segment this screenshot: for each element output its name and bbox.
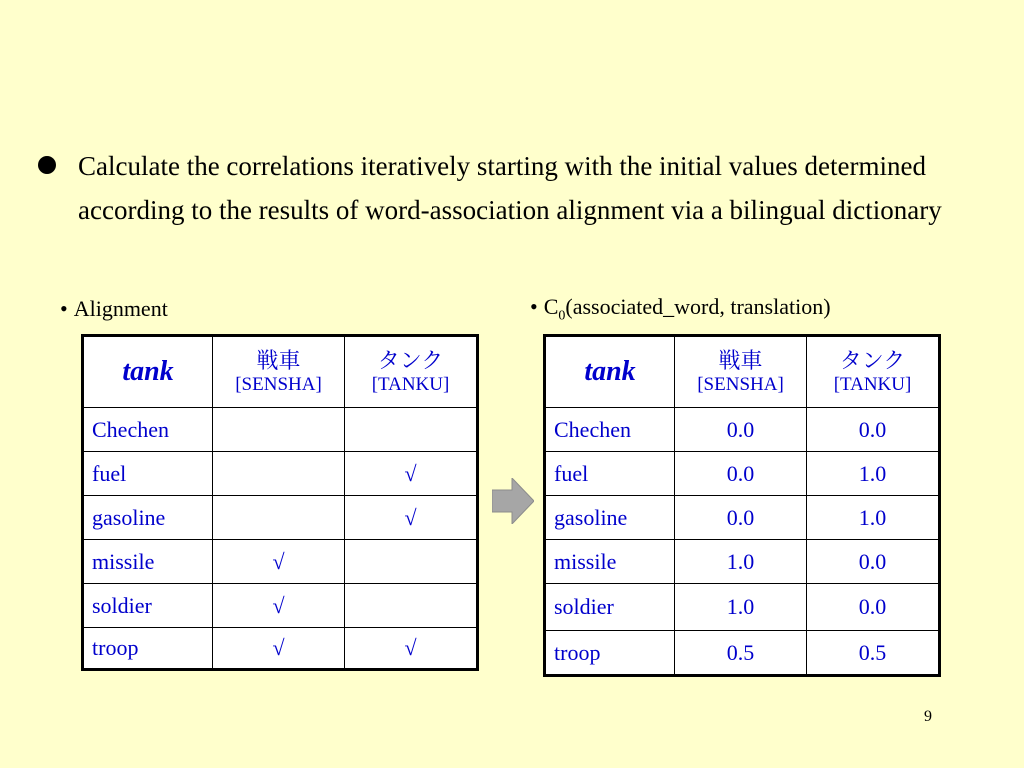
table-cell: 0.0 [807,540,940,584]
column-header [807,336,940,408]
table-cell: 0.5 [675,631,807,676]
table-cell: √ [345,452,478,496]
c0-subscript: 0 [558,308,566,324]
table-cell [213,496,345,540]
table-cell: 1.0 [807,452,940,496]
column-header [345,336,478,408]
table-cell: 0.0 [675,496,807,540]
alignment-table [81,334,479,671]
sub-bullet-icon: • [530,294,538,319]
table-row [83,452,478,496]
table-cell: √ [345,496,478,540]
row-label: missile [83,540,213,584]
table-cell [345,408,478,452]
table-cell: 0.0 [675,452,807,496]
c0-heading [530,294,831,329]
column-header [213,336,345,408]
row-label: Chechen [83,408,213,452]
right-arrow-icon [492,478,534,524]
column-header-japanese: 戦車 [718,348,763,373]
c0-heading-text: (associated_word, translation) [565,294,831,319]
table-row [83,496,478,540]
correlation-table [543,334,941,677]
column-header-japanese: 戦車 [256,348,301,373]
row-label: fuel [545,452,675,496]
table-cell: √ [213,628,345,670]
alignment-heading-text: Alignment [73,296,168,321]
row-label: soldier [83,584,213,628]
table-corner-header: tank [545,336,675,408]
sub-bullet-icon: • [60,296,68,321]
column-header-japanese: タンク [839,348,906,373]
table-cell: 0.0 [675,408,807,452]
table-cell: 0.5 [807,631,940,676]
page-number: 9 [924,708,932,725]
table-cell [345,540,478,584]
table-cell: 1.0 [807,496,940,540]
table-cell: √ [345,628,478,670]
bullet-dot-icon [38,156,56,174]
table-row [545,584,940,631]
row-label: gasoline [545,496,675,540]
table-row [545,452,940,496]
table-cell [345,584,478,628]
column-header [675,336,807,408]
table-row [83,628,478,670]
table-cell: √ [213,584,345,628]
table-row [545,496,940,540]
column-header-romaji: [SENSHA] [697,374,784,395]
table-row [545,631,940,676]
row-label: soldier [545,584,675,631]
row-label: Chechen [545,408,675,452]
table-cell [213,408,345,452]
table-row [545,540,940,584]
row-label: gasoline [83,496,213,540]
table-cell: 1.0 [675,584,807,631]
table-cell: √ [213,540,345,584]
main-bullet-text: Calculate the correlations iteratively starting with the initial values determined according to the results of word-association alignment via a bilingual dictionary [78,151,942,225]
table-row [83,584,478,628]
column-header-romaji: [SENSHA] [235,374,322,395]
table-row [83,408,478,452]
column-header-romaji: [TANKU] [371,374,450,395]
table-cell: 0.0 [807,584,940,631]
column-header-romaji: [TANKU] [833,374,912,395]
column-header-japanese: タンク [377,348,444,373]
table-corner-header: tank [83,336,213,408]
row-label: troop [545,631,675,676]
table-cell: 1.0 [675,540,807,584]
alignment-heading [60,296,168,322]
table-cell: 0.0 [807,408,940,452]
table-row [83,540,478,584]
c0-letter: C [543,294,559,319]
row-label: fuel [83,452,213,496]
table-cell [213,452,345,496]
row-label: missile [545,540,675,584]
row-label: troop [83,628,213,670]
table-row [545,408,940,452]
